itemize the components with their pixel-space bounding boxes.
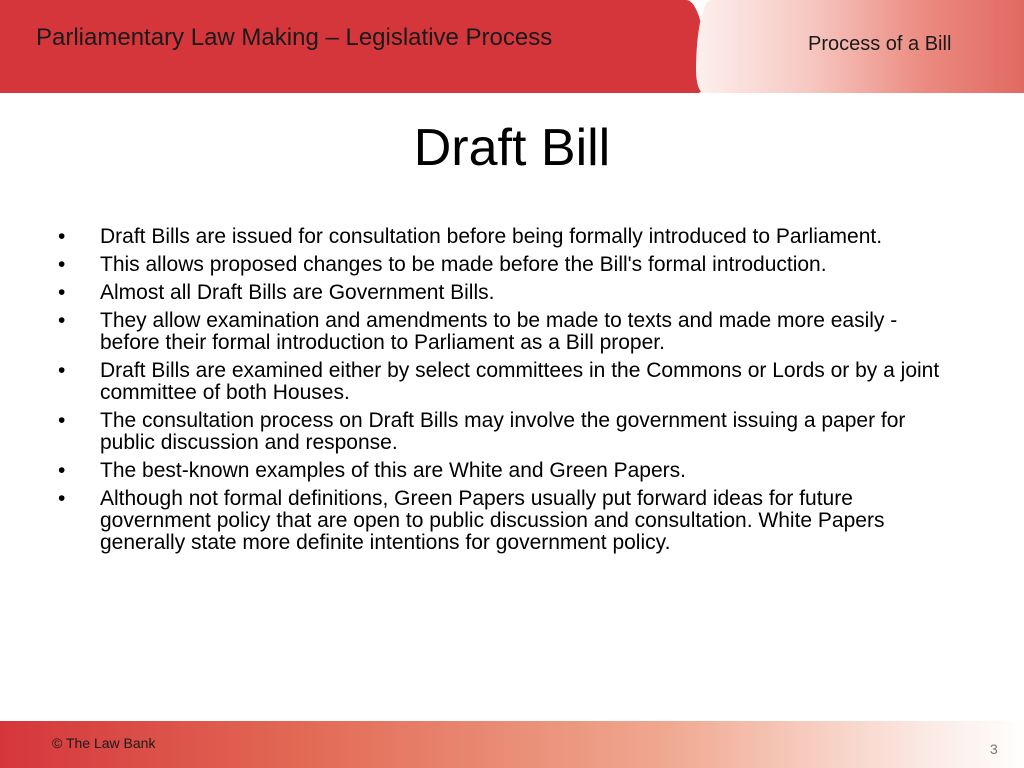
bullet-icon: • (58, 281, 66, 304)
page-number: 3 (990, 741, 998, 757)
bullet-item (58, 360, 958, 404)
bullet-text: Although not formal definitions, Green Papers usually put forward ideas for future government policy that are open to public discussion and consultation. White Papers generally state more definite intentions for government policy. (100, 487, 885, 554)
bullet-icon: • (58, 487, 66, 510)
bullet-text: Draft Bills are examined either by select committees in the Commons or Lords or by a joint committee of both Houses. (100, 359, 940, 404)
footer-copyright: © The Law Bank (52, 735, 156, 751)
bullet-text: Draft Bills are issued for consultation before being formally introduced to Parliament. (100, 225, 883, 248)
bullet-item (58, 310, 958, 354)
bullet-icon: • (58, 359, 66, 382)
bullet-icon: • (58, 459, 66, 482)
bullet-text: The consultation process on Draft Bills may involve the government issuing a paper for public discussion and response. (100, 409, 906, 454)
bullet-text: The best-known examples of this are White and Green Papers. (100, 459, 686, 482)
bullet-item (58, 254, 958, 276)
bullet-icon: • (58, 409, 66, 432)
bullet-item (58, 460, 958, 482)
bullet-item (58, 410, 958, 454)
bullet-list (58, 226, 958, 560)
bullet-icon: • (58, 309, 66, 332)
bullet-icon: • (58, 225, 66, 248)
slide-title: Draft Bill (413, 119, 611, 177)
bullet-item (58, 488, 958, 554)
bullet-text: This allows proposed changes to be made before the Bill's formal introduction. (100, 253, 827, 276)
bullet-item (58, 226, 958, 248)
bullet-text: Almost all Draft Bills are Government Bills. (100, 281, 495, 304)
bullet-text: They allow examination and amendments to be made to texts and made more easily - before their formal introduction to Parliament as a Bill proper. (100, 309, 898, 354)
bullet-icon: • (58, 253, 66, 276)
header-title: Parliamentary Law Making – Legislative Process (36, 24, 553, 51)
header-subtitle: Process of a Bill (808, 33, 952, 55)
bullet-item (58, 282, 958, 304)
